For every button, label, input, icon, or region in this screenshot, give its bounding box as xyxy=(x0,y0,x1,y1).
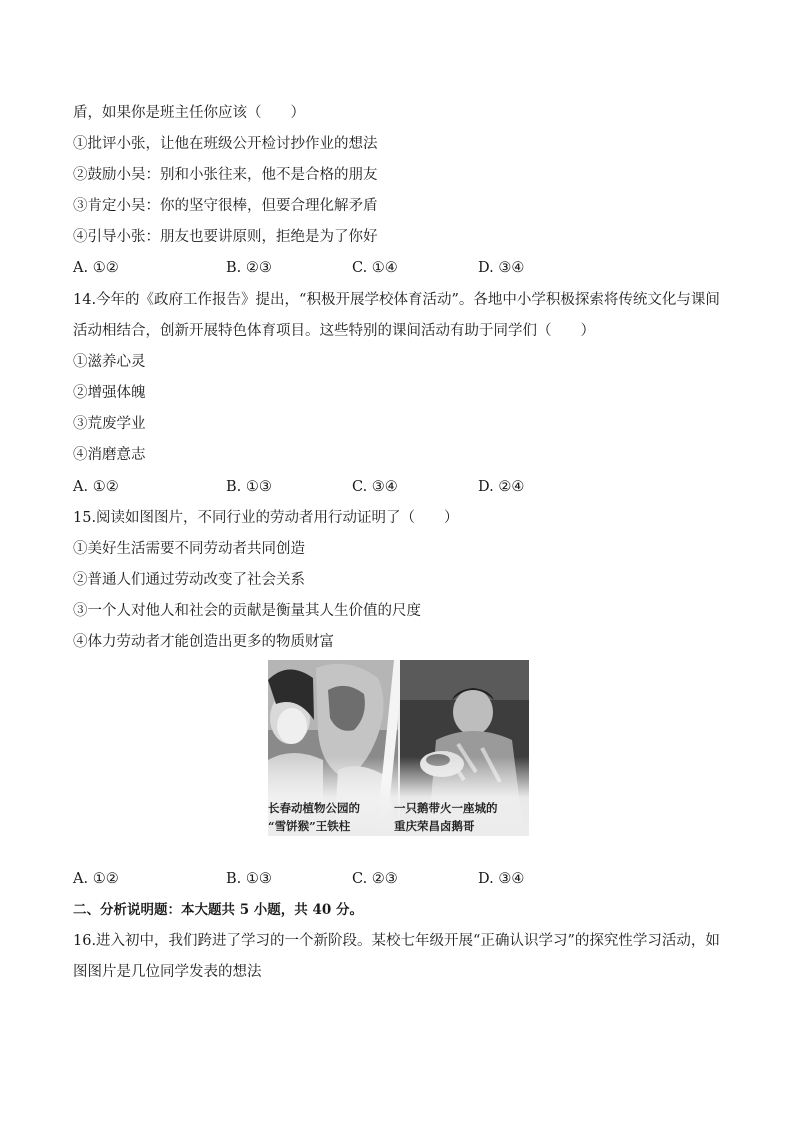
q15-caption-left-line2: “雪饼猴”王铁柱 xyxy=(268,819,351,833)
q15-caption-left-line1: 长春动植物公园的 xyxy=(268,801,360,815)
q14-item-2: ②增强体魄 xyxy=(73,385,146,401)
section-2-heading: 二、分析说明题：本大题共 5 小题，共 40 分。 xyxy=(73,902,363,918)
q13-option-c[interactable]: C. ①④ xyxy=(352,260,398,276)
q14-item-3: ③荒废学业 xyxy=(73,416,146,432)
q14-option-d[interactable]: D. ②④ xyxy=(478,479,525,495)
q15-item-3: ③一个人对他人和社会的贡献是衡量其人生价值的尺度 xyxy=(73,603,421,619)
q15-option-d[interactable]: D. ③④ xyxy=(478,871,525,887)
q15-stem: 15.阅读如图图片，不同行业的劳动者用行动证明了（ ） xyxy=(73,510,459,526)
q14-stem-line2: 活动相结合，创新开展特色体育项目。这些特别的课间活动有助于同学们（ ） xyxy=(73,323,595,339)
q14-item-4: ④消磨意志 xyxy=(73,447,146,463)
q14-stem-line1: 14.今年的《政府工作报告》提出，“积极开展学校体育活动”。各地中小学积极探索将传统文化与课间 xyxy=(73,292,720,308)
q15-photo-figure xyxy=(268,660,529,836)
q15-option-b[interactable]: B. ①③ xyxy=(226,871,272,887)
q15-option-c[interactable]: C. ②③ xyxy=(352,871,398,887)
q15-item-2: ②普通人们通过劳动改变了社会关系 xyxy=(73,572,305,588)
q15-option-a[interactable]: A. ①② xyxy=(73,871,119,887)
q16-stem-line2: 图图片是几位同学发表的想法 xyxy=(73,964,262,980)
q13-option-d[interactable]: D. ③④ xyxy=(478,260,525,276)
q15-item-4: ④体力劳动者才能创造出更多的物质财富 xyxy=(73,634,334,650)
q13-item-1: ①批评小张，让他在班级公开检讨抄作业的想法 xyxy=(73,136,378,152)
q14-option-b[interactable]: B. ①③ xyxy=(226,479,272,495)
q15-caption-right-line2: 重庆荣昌卤鹅哥 xyxy=(394,819,475,833)
q15-caption-right-line1: 一只鹅带火一座城的 xyxy=(394,801,498,815)
q13-item-4: ④引导小张：朋友也要讲原则，拒绝是为了你好 xyxy=(73,229,378,245)
q14-option-a[interactable]: A. ①② xyxy=(73,479,119,495)
q13-item-2: ②鼓励小吴：别和小张往来，他不是合格的朋友 xyxy=(73,167,378,183)
q13-stem-tail: 盾，如果你是班主任你应该（ ） xyxy=(73,105,305,121)
q16-stem-line1: 16.进入初中，我们跨进了学习的一个新阶段。某校七年级开展“正确认识学习”的探究性学习活动，如 xyxy=(73,933,720,949)
q14-item-1: ①滋养心灵 xyxy=(73,354,146,370)
q14-option-c[interactable]: C. ③④ xyxy=(352,479,398,495)
q15-item-1: ①美好生活需要不同劳动者共同创造 xyxy=(73,541,305,557)
q13-option-b[interactable]: B. ②③ xyxy=(226,260,272,276)
q13-item-3: ③肯定小吴：你的坚守很棒，但要合理化解矛盾 xyxy=(73,198,378,214)
q13-option-a[interactable]: A. ①② xyxy=(73,260,119,276)
